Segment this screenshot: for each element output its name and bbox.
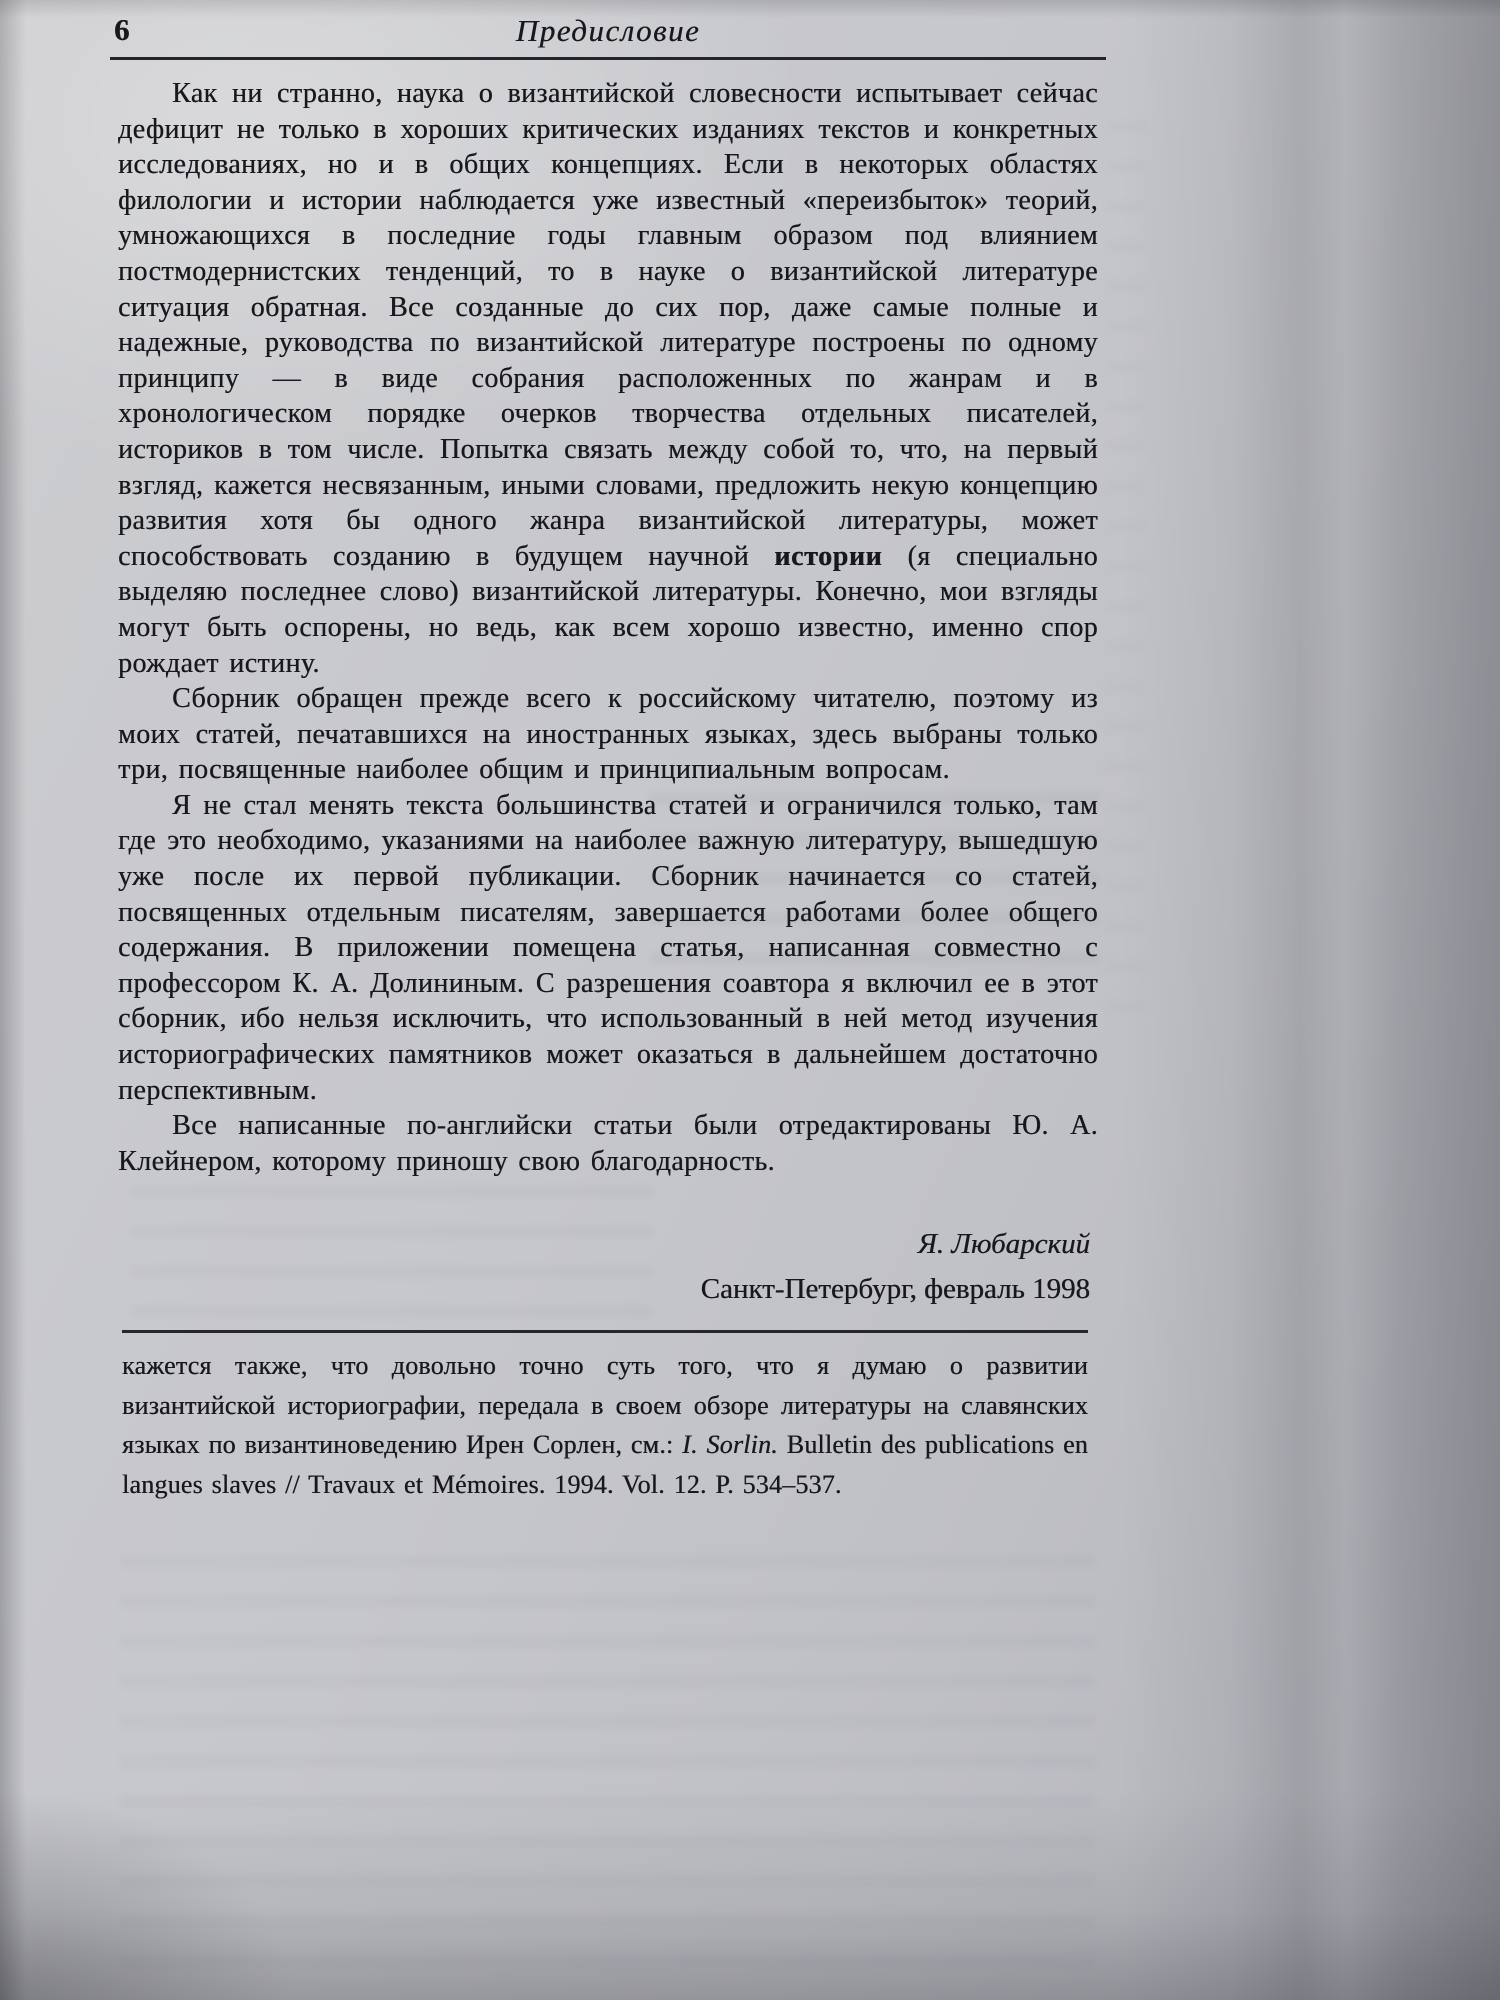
preface-body: [118, 76, 1098, 1179]
footnote-text-segment: кажется также, что довольно точно суть того, что я думаю о развитии византийской историографии, передала в своем обзоре литературы на славянских языках по византиноведению Ирен Сорлен, см.:: [122, 1351, 1088, 1459]
show-through-texture: [1105, 120, 1145, 1020]
paragraph-2: Сборник обращен прежде всего к российскому читателю, поэтому из моих статей, печатавшихся на иностранных языках, здесь выбраны только три, посвященные наиболее общим и принципиальным вопросам.: [118, 683, 1098, 786]
footnote-author-italic: I. Sorlin.: [682, 1430, 778, 1459]
paragraph-1: [118, 76, 1098, 681]
signature-block: [118, 1222, 1090, 1312]
signature-place-date: Санкт-Петербург, февраль 1998: [700, 1273, 1090, 1305]
footnote-text-segment: Bulletin des publications en langues slaves // Travaux et Mémoires. 1994. Vol. 12. P. 534–537.: [122, 1430, 1089, 1499]
paragraph-4: Все написанные по-английски статьи были отредактированы Ю. А. Клейнером, которому приношу свою благодарность.: [118, 1110, 1098, 1177]
signature-author: Я. Любарский: [917, 1228, 1090, 1260]
text-segment: Как ни странно, наука о византийской словесности испытывает сейчас дефицит не только в хороших критических изданиях текстов и конкретных исследованиях, но и в общих концепциях. Если в некоторых областях филологии и истории наблюдается уже известный «переизбыток» теорий, умножающихся в последние годы главным образом под влиянием постмодернистских тенденций, то в науке о византийской литературе ситуация обратная. Все созданные до сих пор, даже самые полные и надежные, руководства по византийской литературе построены по одному принципу — в виде собрания расположенных по жанрам и в хронологическом порядке очерков творчества отдельных писателей, историков в том числе. Попытка связать между собой то, что, на первый взгляд, кажется несвязанным, иными словами, предложить некую концепцию развития хотя бы одного жанра византийской литературы, может способствовать созданию в будущем научной: [118, 78, 1098, 572]
header-rule: [110, 57, 1106, 60]
page-number: 6: [114, 12, 130, 47]
footnote: [122, 1346, 1088, 1504]
footnote-rule: [122, 1330, 1088, 1333]
page-header: [114, 8, 1098, 54]
paragraph-3: Я не стал менять текста большинства статей и ограничился только, там где это необходимо, указаниями на наиболее важную литературу, вышедшую уже после их первой публикации. Сборник начинается со статей, посвященных отдельным писателям, завершается работами более общего содержания. В приложении помещена статья, написанная совместно с профессором К. А. Долининым. С разрешения соавтора я включил ее в этот сборник, ибо нельзя исключить, что использованный в ней метод изучения историографических памятников может оказаться в дальнейшем достаточно перспективным.: [118, 789, 1098, 1106]
show-through-texture: [120, 1555, 1095, 1975]
emphasized-word: истории: [774, 540, 883, 572]
running-header: Предисловие: [515, 13, 701, 48]
text-segment: (я специально выделяю последнее слово) византийской литературы. Конечно, мои взгляды могут быть оспорены, но ведь, как всем хорошо известно, именно спор рождает истину.: [118, 540, 1099, 679]
